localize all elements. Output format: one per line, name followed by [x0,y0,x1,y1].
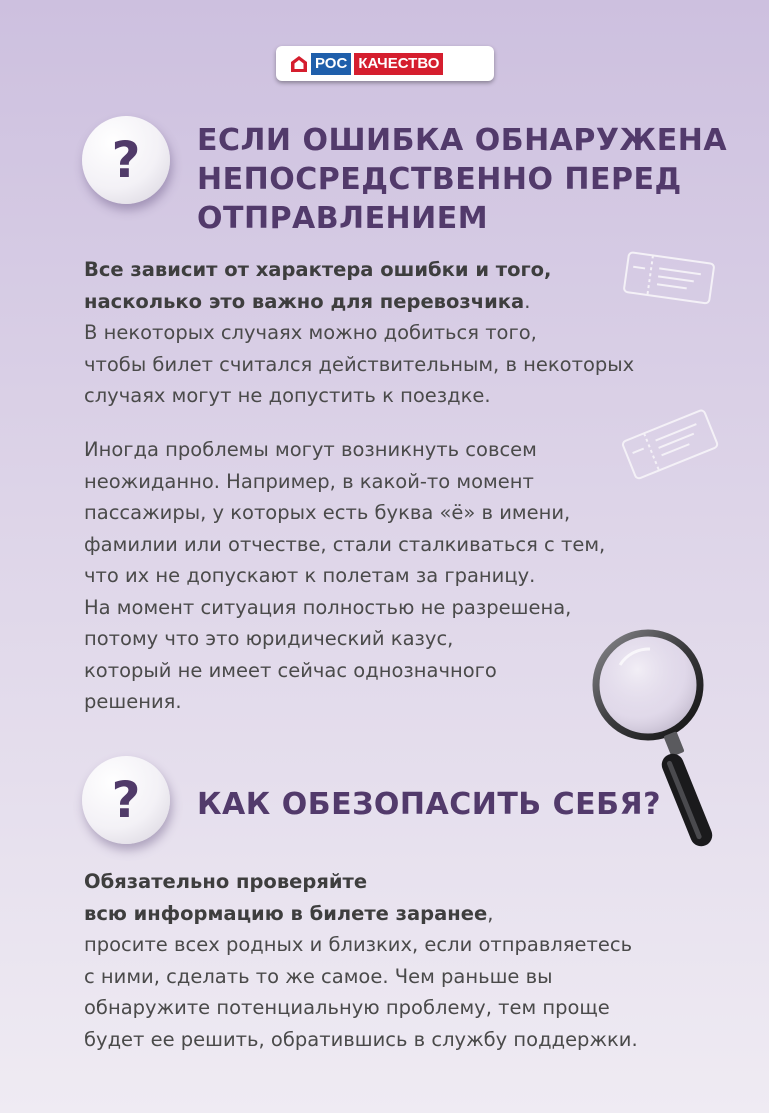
section1-heading-line: ЕСЛИ ОШИБКА ОБНАРУЖЕНА [197,123,728,158]
question-icon [82,116,170,204]
text-line: потому что это юридический казус, [84,627,454,650]
bold-text-line-wrap [84,286,704,318]
bold-text-line: Обязательно проверяйте [84,870,368,893]
section1-paragraph-1 [84,254,704,412]
ticket-icon [616,404,726,484]
text-line: случаях могут не допустить к поездке. [84,384,491,407]
section2-heading: КАК ОБЕЗОПАСИТЬ СЕБЯ? [197,787,661,822]
roskachestvo-logo [276,46,494,81]
section1-heading-line: НЕПОСРЕДСТВЕННО ПЕРЕД [197,162,682,197]
text-line: решения. [84,690,182,713]
text-line: неожиданно. Например, в какой-то момент [84,469,534,493]
logo-text-kachestvo: КАЧЕСТВО [354,53,443,75]
text-line: Иногда проблемы могут возникнуть совсем [84,438,537,461]
text-line: На момент ситуация полностью не разрешена, [84,595,572,619]
logo-text-ros: РОС [311,53,351,75]
question-icon [82,756,170,844]
question-mark: ? [111,131,141,189]
text-line: просите всех родных и близких, если отправляетесь [84,933,633,956]
bold-text: насколько это важно для перевозчика [84,289,525,313]
section2-paragraph [84,866,704,1055]
text-line: что их не допускают к полетам за границу. [84,564,536,587]
section1-heading-line: ОТПРАВЛЕНИЕМ [197,201,489,236]
text-line: чтобы билет считался действительным, в некоторых [84,352,635,376]
text-line: будет ее решить, обратившись в службу поддержки. [84,1027,638,1051]
bold-suffix: , [487,901,494,925]
text-line: пассажиры, у которых есть буква «ё» в имени, [84,501,571,524]
bold-suffix: . [524,289,531,313]
ticket-icon [620,248,720,308]
section1-heading [197,121,757,238]
bold-text-line: Все зависит от характера ошибки и того, [84,258,552,281]
text-line: обнаружите потенциальную проблему, тем проще [84,996,610,1019]
bold-text: всю информацию в билете заранее [84,901,488,925]
text-line: В некоторых случаях можно добиться того, [84,321,537,344]
question-mark: ? [111,771,141,829]
bold-text-line-wrap [84,898,704,930]
text-line: который не имеет сейчас однозначного [84,658,497,682]
text-line: фамилии или отчестве, стали сталкиваться с тем, [84,532,606,556]
logo-house-icon [290,55,308,73]
text-line: с ними, сделать то же самое. Чем раньше вы [84,964,553,988]
